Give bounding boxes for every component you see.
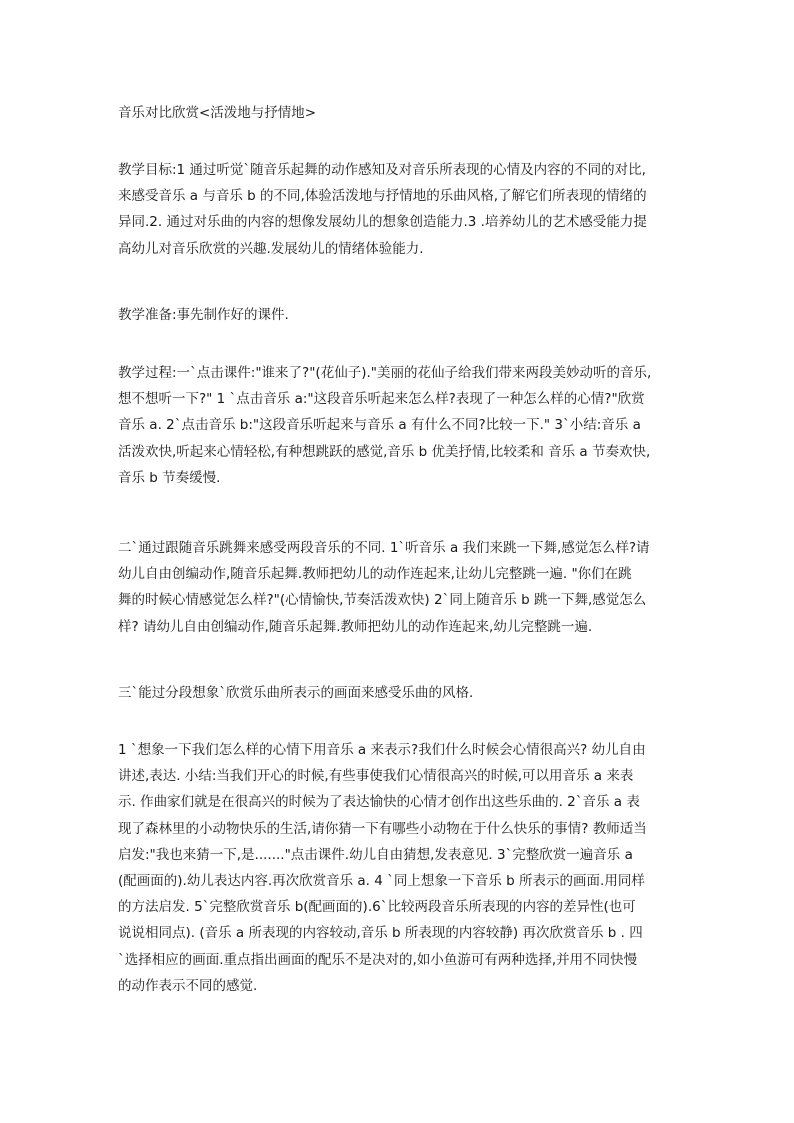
- paragraph-line: 舞的时候心情感觉怎么样?"(心情愉快,节奏活泼欢快) 2`同上随音乐 b 跳一下舞,感觉怎么: [118, 592, 647, 609]
- paragraph-teaching-goals: [118, 157, 678, 262]
- paragraph-line: 来感受音乐 a 与音乐 b 的不同,体验活泼地与抒情地的乐曲风格,了解它们所表现的情绪的: [118, 188, 647, 205]
- paragraph-line: 想不想听一下?" 1 `点击音乐 a:"这段音乐听起来怎么样?表现了一种怎么样的心情?"欣赏: [118, 391, 645, 408]
- paragraph-line: 现了森林里的小动物快乐的生活,请你猜一下有哪些小动物在于什么快乐的事情? 教师适当: [118, 820, 647, 837]
- paragraph-line: 幼儿自由创编动作,随音乐起舞.教师把幼儿的动作连起来,让幼儿完整跳一遍. "你们在跳: [118, 566, 632, 583]
- paragraph-line: 三`能过分段想象`欣赏乐曲所表示的画面来感受乐曲的风格.: [118, 685, 474, 701]
- paragraph-line: 讲述,表达. 小结:当我们开心的时候,有些事使我们心情很高兴的时候,可以用音乐 a 来表: [118, 768, 634, 785]
- paragraph-line: 教学过程:一`点击课件:"谁来了?"(花仙子)."美丽的花仙子给我们带来两段美妙动听的音乐,: [118, 365, 652, 381]
- paragraph-line: 异同.2. 通过对乐曲的内容的想像发展幼儿的想象创造能力.3 .培养幼儿的艺术感受能力提: [118, 214, 647, 231]
- paragraph-line: 音乐 a. 2`点击音乐 b:"这段音乐听起来与音乐 a 有什么不同?比较一下." 3`小结:音乐 a: [118, 417, 641, 434]
- paragraph-line: 的方法启发. 5`完整欣赏音乐 b(配画面的).6`比较两段音乐所表现的内容的差异性(也可: [118, 899, 636, 916]
- paragraph-part-two: [118, 535, 678, 640]
- paragraph-line: 1 `想象一下我们怎么样的心情下用音乐 a 来表示?我们什么时候会心情很高兴? 幼儿自由: [118, 742, 646, 758]
- paragraph-part-three: [118, 680, 678, 706]
- document-title: 音乐对比欣赏<活泼地与抒情地>: [118, 105, 317, 121]
- paragraph-line: `选择相应的画面.重点指出画面的配乐不是决对的,如小鱼游可有两种选择,并用不同快慢: [118, 951, 638, 968]
- paragraph-line: 二`通过跟随音乐跳舞来感受两段音乐的不同. 1`听音乐 a 我们来跳一下舞,感觉怎么样?请: [118, 540, 650, 556]
- paragraph-line: 高幼儿对音乐欣赏的兴趣.发展幼儿的情绪体验能力.: [118, 240, 424, 257]
- paragraph-teaching-process: [118, 360, 678, 491]
- paragraph-line: 启发:"我也来猜一下,是......."点击课件.幼儿自由猜想,发表意见. 3`完整欣赏一遍音乐 a: [118, 846, 633, 863]
- paragraph-teaching-preparation: [118, 302, 678, 328]
- paragraph-line: 样? 请幼儿自由创编动作,随音乐起舞.教师把幼儿的动作连起来,幼儿完整跳一遍.: [118, 618, 593, 635]
- paragraph-line: 的动作表示不同的感觉.: [118, 977, 258, 994]
- paragraph-line: 说说相同点). (音乐 a 所表现的内容较动,音乐 b 所表现的内容较静) 再次欣赏音乐 b . 四: [118, 925, 643, 942]
- paragraph-line: 活泼欢快,听起来心情轻松,有种想跳跃的感觉,音乐 b 优美抒情,比较柔和 音乐 a 节奏欢快,: [118, 443, 651, 460]
- paragraph-part-three-details: [118, 737, 678, 999]
- paragraph-line: 示. 作曲家们就是在很高兴的时候为了表达愉快的心情才创作出这些乐曲的. 2`音乐 a 表: [118, 794, 640, 811]
- paragraph-line: 教学准备:事先制作好的课件.: [118, 307, 289, 323]
- paragraph-line: 教学目标:1 通过听觉`随音乐起舞的动作感知及对音乐所表现的心情及内容的不同的对比,: [118, 162, 646, 178]
- paragraph-line: (配画面的).幼儿表达内容.再次欣赏音乐 a. 4 `同上想象一下音乐 b 所表示的画面.用同样: [118, 872, 645, 889]
- paragraph-line: 音乐 b 节奏缓慢.: [118, 469, 221, 486]
